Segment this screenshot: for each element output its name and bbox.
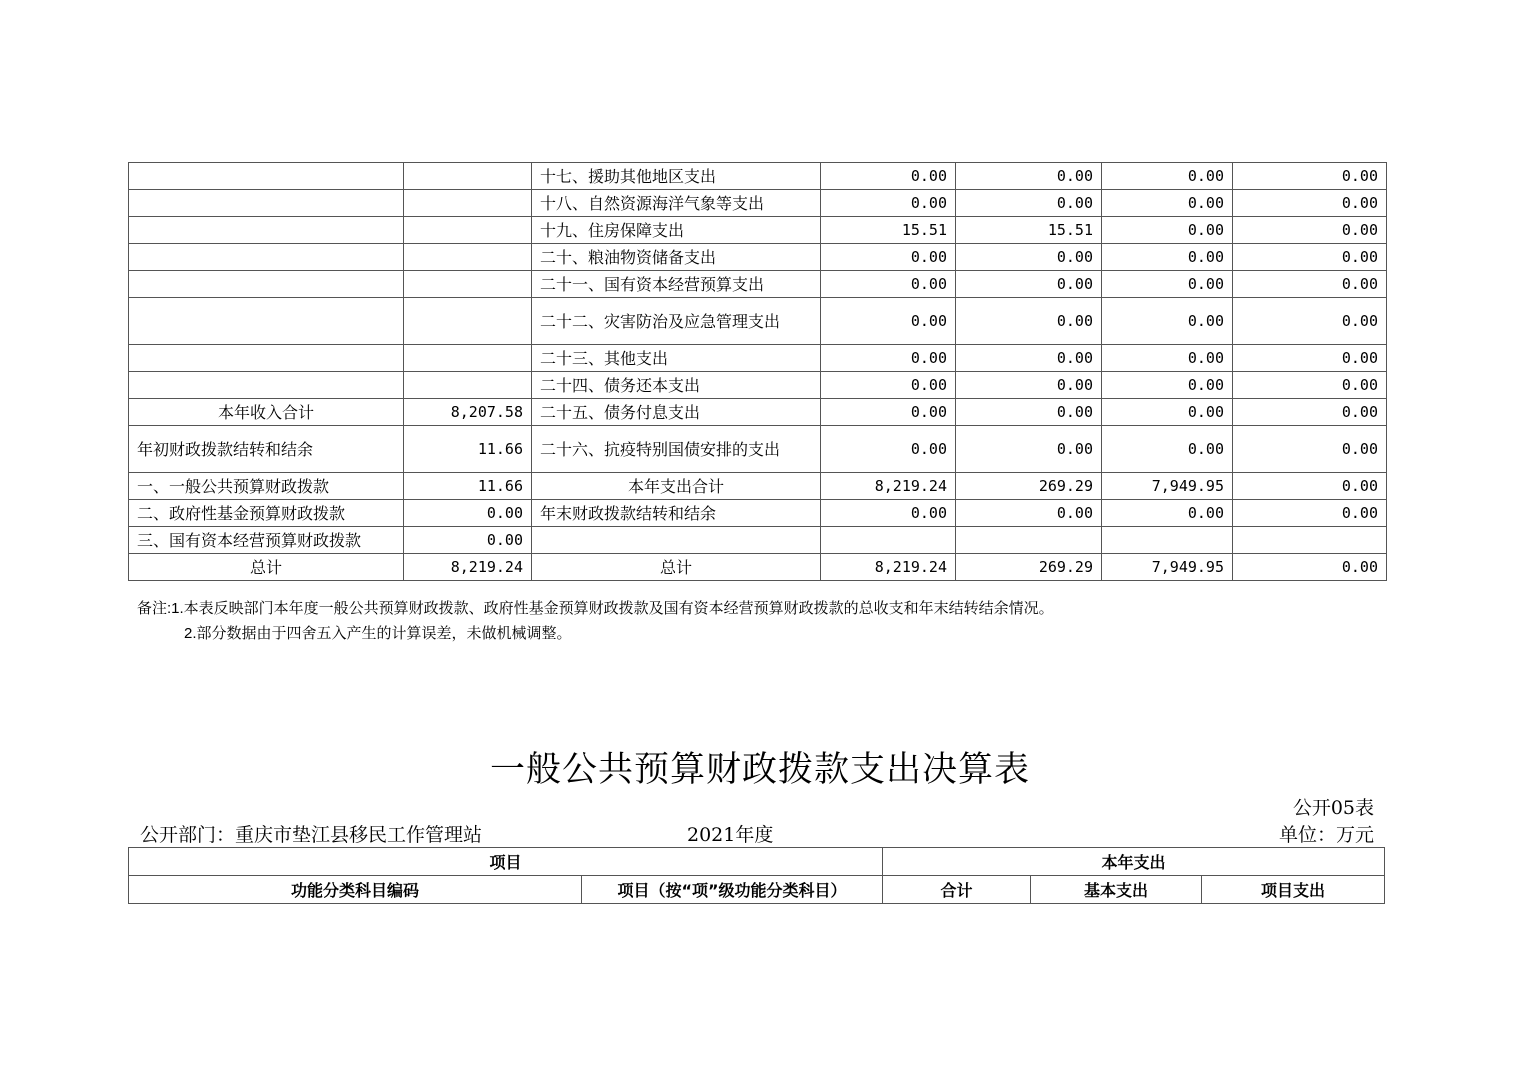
expense-total-cell: 0.00 <box>821 500 956 527</box>
table-row <box>129 163 1387 190</box>
expense-item-cell: 二十、粮油物资储备支出 <box>532 244 821 271</box>
table-row <box>129 527 1387 554</box>
general-budget-cell: 0.00 <box>956 163 1102 190</box>
table-row <box>129 244 1387 271</box>
income-item-cell <box>129 271 404 298</box>
gov-fund-cell <box>1102 527 1233 554</box>
state-capital-cell: 0.00 <box>1233 163 1387 190</box>
table-row <box>129 372 1387 399</box>
table-row <box>129 473 1387 500</box>
gov-fund-cell: 0.00 <box>1102 190 1233 217</box>
table-row <box>129 554 1387 581</box>
expense-item-cell: 二十四、债务还本支出 <box>532 372 821 399</box>
general-budget-cell <box>956 527 1102 554</box>
gov-fund-cell: 0.00 <box>1102 500 1233 527</box>
header-item-by-class: 项目（按“项”级功能分类科目） <box>582 876 883 904</box>
general-budget-cell: 0.00 <box>956 298 1102 345</box>
expense-total-cell: 0.00 <box>821 372 956 399</box>
gov-fund-cell: 0.00 <box>1102 399 1233 426</box>
expense-total-cell: 8,219.24 <box>821 554 956 581</box>
income-amount-cell: 0.00 <box>404 500 532 527</box>
income-item-cell: 年初财政拨款结转和结余 <box>129 426 404 473</box>
state-capital-cell: 0.00 <box>1233 426 1387 473</box>
income-amount-cell: 0.00 <box>404 527 532 554</box>
income-amount-cell <box>404 271 532 298</box>
expense-total-cell: 15.51 <box>821 217 956 244</box>
header-row <box>129 876 1385 904</box>
gov-fund-cell: 0.00 <box>1102 372 1233 399</box>
expense-item-cell: 本年支出合计 <box>532 473 821 500</box>
gov-fund-cell: 0.00 <box>1102 271 1233 298</box>
income-item-cell <box>129 190 404 217</box>
state-capital-cell: 0.00 <box>1233 244 1387 271</box>
header-project: 项目 <box>129 848 883 876</box>
header-basic-expense: 基本支出 <box>1031 876 1202 904</box>
income-item-cell <box>129 244 404 271</box>
note-line-1: 备注:1.本表反映部门本年度一般公共预算财政拨款、政府性基金预算财政拨款及国有资本经营预算财政拨款的总收支和年末结转结余情况。 <box>137 600 1054 617</box>
expense-total-cell: 0.00 <box>821 345 956 372</box>
state-capital-cell: 0.00 <box>1233 554 1387 581</box>
expense-item-cell: 十九、住房保障支出 <box>532 217 821 244</box>
general-budget-cell: 0.00 <box>956 426 1102 473</box>
gov-fund-cell: 7,949.95 <box>1102 554 1233 581</box>
state-capital-cell: 0.00 <box>1233 473 1387 500</box>
income-amount-cell <box>404 372 532 399</box>
income-item-cell: 总计 <box>129 554 404 581</box>
department-label: 公开部门：重庆市垫江县移民工作管理站 <box>140 824 483 846</box>
expense-item-cell: 二十五、债务付息支出 <box>532 399 821 426</box>
header-func-code: 功能分类科目编码 <box>129 876 582 904</box>
expense-item-cell: 二十二、灾害防治及应急管理支出 <box>532 298 821 345</box>
income-amount-cell: 11.66 <box>404 426 532 473</box>
table-number: 公开05表 <box>1292 797 1374 819</box>
income-amount-cell <box>404 298 532 345</box>
general-budget-cell: 0.00 <box>956 271 1102 298</box>
table-row <box>129 345 1387 372</box>
expense-item-cell: 二十六、抗疫特别国债安排的支出 <box>532 426 821 473</box>
expense-item-cell <box>532 527 821 554</box>
fiscal-summary-table <box>128 162 1387 581</box>
table-row <box>129 217 1387 244</box>
state-capital-cell: 0.00 <box>1233 217 1387 244</box>
gov-fund-cell: 0.00 <box>1102 426 1233 473</box>
expense-item-cell: 总计 <box>532 554 821 581</box>
table-row <box>129 399 1387 426</box>
income-amount-cell <box>404 190 532 217</box>
expense-item-cell: 十八、自然资源海洋气象等支出 <box>532 190 821 217</box>
state-capital-cell: 0.00 <box>1233 345 1387 372</box>
income-amount-cell: 8,207.58 <box>404 399 532 426</box>
gov-fund-cell: 0.00 <box>1102 298 1233 345</box>
general-budget-cell: 0.00 <box>956 345 1102 372</box>
table-row <box>129 426 1387 473</box>
expense-total-cell: 0.00 <box>821 426 956 473</box>
expense-item-cell: 十七、援助其他地区支出 <box>532 163 821 190</box>
gov-fund-cell: 0.00 <box>1102 217 1233 244</box>
expense-total-cell: 0.00 <box>821 244 956 271</box>
income-item-cell: 二、政府性基金预算财政拨款 <box>129 500 404 527</box>
table-row <box>129 500 1387 527</box>
state-capital-cell: 0.00 <box>1233 399 1387 426</box>
header-current-year-expense: 本年支出 <box>883 848 1385 876</box>
table-row <box>129 298 1387 345</box>
expense-item-cell: 二十三、其他支出 <box>532 345 821 372</box>
state-capital-cell: 0.00 <box>1233 372 1387 399</box>
expense-total-cell: 0.00 <box>821 399 956 426</box>
income-item-cell <box>129 298 404 345</box>
header-row <box>129 848 1385 876</box>
page-title: 一般公共预算财政拨款支出决算表 <box>489 750 1030 790</box>
expense-total-cell <box>821 527 956 554</box>
income-amount-cell <box>404 244 532 271</box>
general-budget-cell: 0.00 <box>956 399 1102 426</box>
income-amount-cell <box>404 345 532 372</box>
unit-label: 单位：万元 <box>1278 824 1374 846</box>
general-budget-cell: 269.29 <box>956 473 1102 500</box>
income-item-cell <box>129 372 404 399</box>
general-budget-cell: 0.00 <box>956 500 1102 527</box>
income-item-cell <box>129 345 404 372</box>
income-amount-cell: 8,219.24 <box>404 554 532 581</box>
table-notes <box>137 596 1054 646</box>
expense-total-cell: 0.00 <box>821 163 956 190</box>
state-capital-cell: 0.00 <box>1233 298 1387 345</box>
expense-table-header <box>128 847 1385 904</box>
gov-fund-cell: 0.00 <box>1102 244 1233 271</box>
general-budget-cell: 15.51 <box>956 217 1102 244</box>
state-capital-cell: 0.00 <box>1233 271 1387 298</box>
header-total: 合计 <box>883 876 1031 904</box>
expense-total-cell: 0.00 <box>821 298 956 345</box>
gov-fund-cell: 0.00 <box>1102 163 1233 190</box>
general-budget-cell: 0.00 <box>956 244 1102 271</box>
state-capital-cell: 0.00 <box>1233 500 1387 527</box>
header-project-expense: 项目支出 <box>1202 876 1385 904</box>
expense-total-cell: 8,219.24 <box>821 473 956 500</box>
gov-fund-cell: 7,949.95 <box>1102 473 1233 500</box>
table-row <box>129 190 1387 217</box>
state-capital-cell <box>1233 527 1387 554</box>
expense-item-cell: 年末财政拨款结转和结余 <box>532 500 821 527</box>
income-amount-cell: 11.66 <box>404 473 532 500</box>
income-item-cell: 本年收入合计 <box>129 399 404 426</box>
state-capital-cell: 0.00 <box>1233 190 1387 217</box>
income-item-cell <box>129 163 404 190</box>
gov-fund-cell: 0.00 <box>1102 345 1233 372</box>
income-item-cell: 三、国有资本经营预算财政拨款 <box>129 527 404 554</box>
general-budget-cell: 0.00 <box>956 372 1102 399</box>
fiscal-year-label: 2021年度 <box>687 824 774 846</box>
income-amount-cell <box>404 217 532 244</box>
expense-total-cell: 0.00 <box>821 271 956 298</box>
income-amount-cell <box>404 163 532 190</box>
income-item-cell <box>129 217 404 244</box>
table-row <box>129 271 1387 298</box>
expense-item-cell: 二十一、国有资本经营预算支出 <box>532 271 821 298</box>
income-item-cell: 一、一般公共预算财政拨款 <box>129 473 404 500</box>
note-line-2: 2.部分数据由于四舍五入产生的计算误差，未做机械调整。 <box>184 625 572 642</box>
expense-total-cell: 0.00 <box>821 190 956 217</box>
general-budget-cell: 269.29 <box>956 554 1102 581</box>
general-budget-cell: 0.00 <box>956 190 1102 217</box>
